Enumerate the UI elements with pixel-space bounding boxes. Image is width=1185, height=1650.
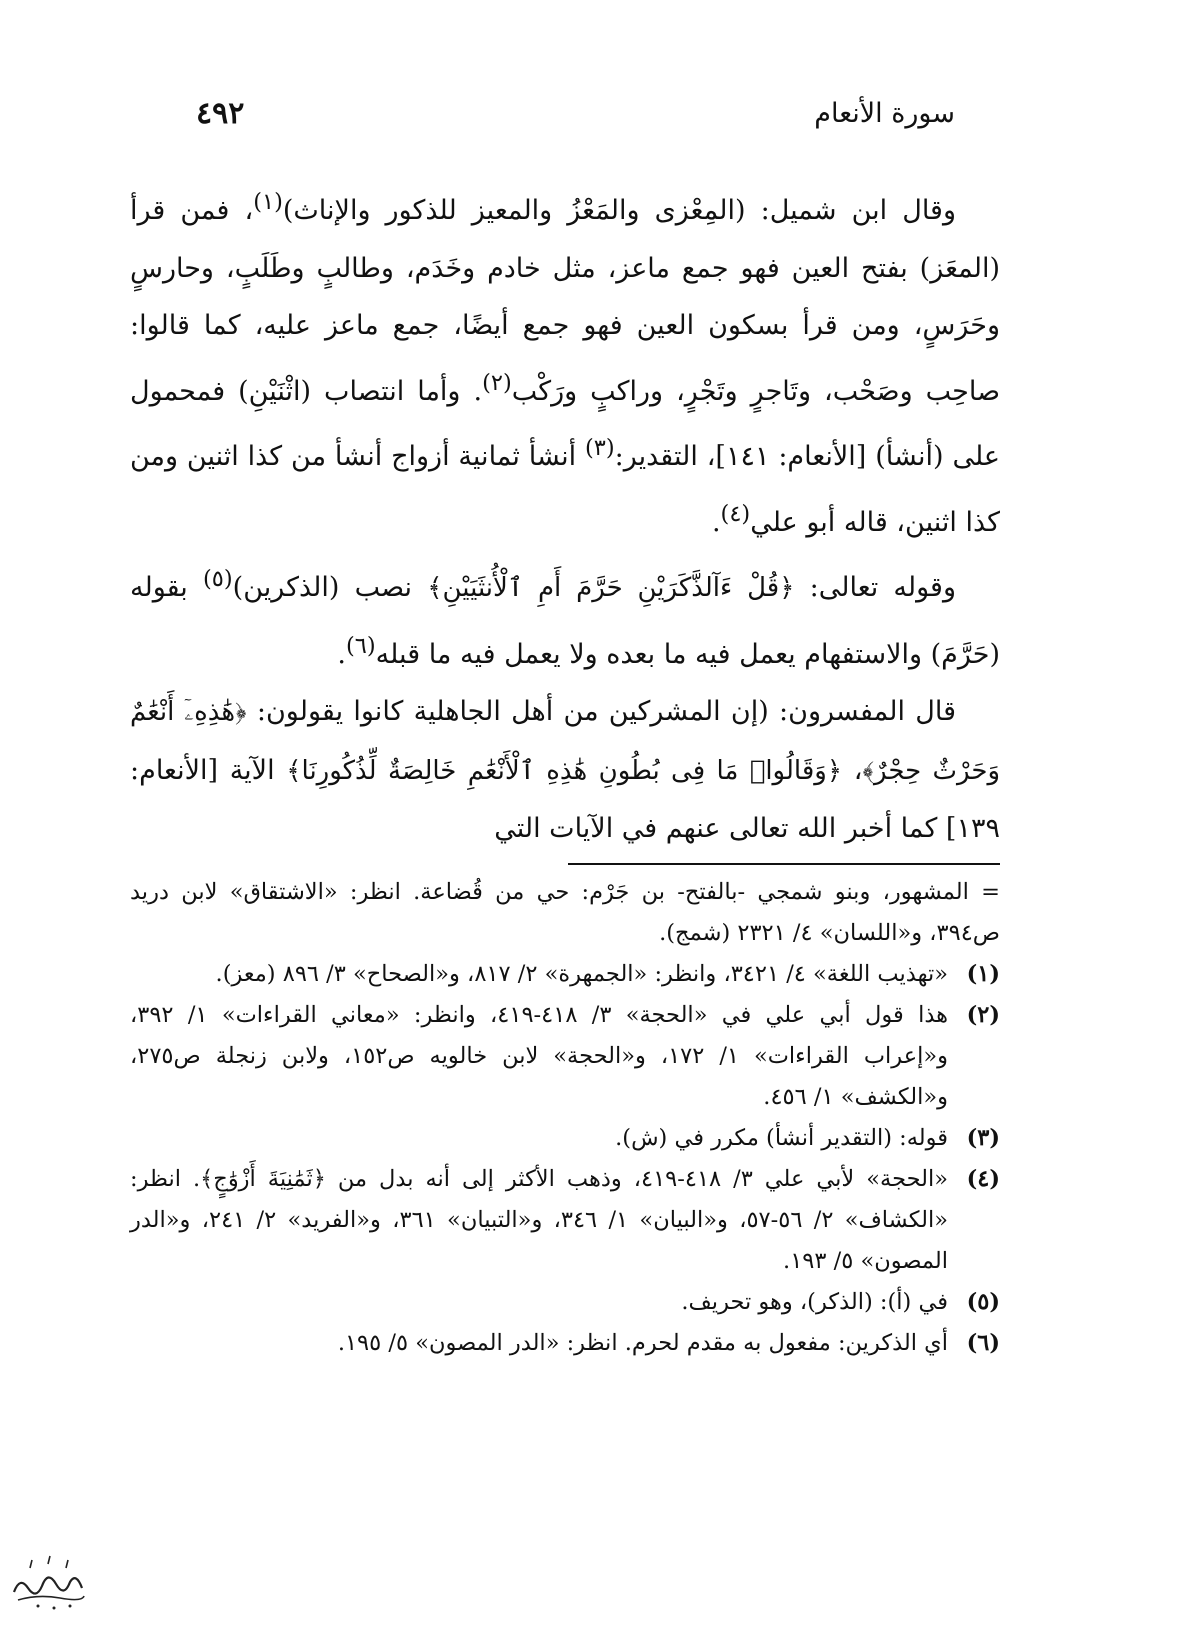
footnote-number: (٥) bbox=[966, 1289, 1000, 1315]
paragraph bbox=[130, 174, 1000, 551]
page-header bbox=[196, 96, 955, 146]
text-run: قال المفسرون: (إن المشركين من أهل الجاهلية كانوا يقولون: bbox=[246, 696, 956, 727]
footnote-ref: (٥) bbox=[203, 566, 233, 592]
quran-verse: ﴿قُلْ ءَآلذَّكَرَيْنِ حَرَّمَ أَمِ ٱلْأُنثَيَيْنِ﴾ bbox=[427, 573, 795, 603]
footnote-number: (١) bbox=[966, 961, 1000, 987]
footnotes bbox=[130, 872, 1000, 1364]
text-run: . وأما انتصاب (اثْنَيْنِ) فمحمول على (أنشأ) [الأنعام: ١٤١]، التقدير: bbox=[130, 375, 1000, 472]
footnote bbox=[130, 1118, 1000, 1159]
quran-verse: ﴿هَٰذِهِۦٓ أَنْعَٰمٌ وَحَرْثٌ حِجْرٌ﴾ bbox=[130, 697, 1001, 786]
text-run: . bbox=[337, 638, 346, 670]
footnote bbox=[130, 1323, 1000, 1364]
footnote-ref: (١) bbox=[253, 189, 283, 215]
running-title: سورة الأنعام bbox=[814, 98, 955, 129]
text-run: أنشأ ثمانية أزواج أنشأ من كذا اثنين ومن كذا اثنين، قاله أبو علي bbox=[130, 441, 1000, 538]
paragraph bbox=[130, 551, 1000, 683]
text-run: الآية [الأنعام: ١٣٩] كما أخبر الله تعالى عنهم في الآيات التي bbox=[130, 754, 1000, 844]
footnote-text: أي الذكرين: مفعول به مقدم لحرم. انظر: «الدر المصون» ٥/ ١٩٥. bbox=[337, 1330, 948, 1356]
footnote-text: في (أ): (الذكر)، وهو تحريف. bbox=[681, 1289, 948, 1315]
footnote bbox=[130, 995, 1000, 1118]
text-run: بقوله (حَرَّمَ) والاستفهام يعمل فيه ما بعده ولا يعمل فيه ما قبله bbox=[130, 572, 1000, 670]
text-run: . bbox=[711, 506, 721, 538]
footnote-text: «تهذيب اللغة» ٤/ ٣٤٢١، وانظر: «الجمهرة» ٢/ ٨١٧، و«الصحاح» ٣/ ٨٩٦ (معز). bbox=[215, 961, 948, 987]
quran-verse: ﴿وَقَالُوا۟ مَا فِى بُطُونِ هَٰذِهِ ٱلْأَنْعَٰمِ خَالِصَةٌ لِّذُكُورِنَا﴾ bbox=[286, 755, 843, 786]
watermark-logo-icon bbox=[8, 1548, 88, 1618]
footnote-number: (٢) bbox=[966, 1002, 1000, 1028]
footnote-ref: (٦) bbox=[345, 632, 376, 659]
footnote-ref: (٣) bbox=[584, 435, 615, 461]
text-run: ، bbox=[842, 754, 863, 786]
footnote bbox=[130, 1282, 1000, 1323]
footnote-number: (٦) bbox=[966, 1330, 1000, 1356]
footnote-ref: (٤) bbox=[720, 500, 751, 527]
text-run: وقال ابن شميل: (المِعْزى والمَعْزُ والمعيز للذكور والإناث) bbox=[282, 195, 956, 226]
text-run: وقوله تعالى: bbox=[794, 572, 956, 603]
paragraph bbox=[130, 683, 1000, 858]
footnote bbox=[130, 954, 1000, 995]
footnote-text: هذا قول أبي علي في «الحجة» ٣/ ٤١٨-٤١٩، وانظر: «معاني القراءات» ١/ ٣٩٢، و«إعراب القراءات» ١/ ١٧٢، و«الحجة» لابن خالويه ص١٥٢، ولابن زنجلة ص٢٧٥، و«الكشف» ١/ ٤٥٦. bbox=[130, 1002, 949, 1110]
footnote-number: (٣) bbox=[966, 1125, 1000, 1151]
text-run: ، فمن قرأ (المعَز) بفتح العين فهو جمع ماعز، مثل خادم وخَدَم، وطالبٍ وطَلَبٍ، وحارسٍ وحَرَسٍ، ومن قرأ بسكون العين فهو جمع أيضًا، جمع ماعز عليه، كما قالوا: صاحِب وصَحْب، وتَاجرٍ وتَجْرٍ، وراكبٍ ورَكْب bbox=[130, 195, 1000, 407]
footnote-text: «الحجة» لأبي علي ٣/ ٤١٨-٤١٩، وذهب الأكثر إلى أنه بدل من ﴿ثَمَٰنِيَةَ أَزْوَٰجٍ﴾. انظر: «الكشاف» ٢/ ٥٦-٥٧، و«البيان» ١/ ٣٤٦، و«التبيان» ٣٦١، و«الفريد» ٢/ ٢٤١، و«الدر المصون» ٥/ ١٩٣. bbox=[130, 1166, 949, 1274]
footnote-continuation: = المشهور، وبنو شمجي -بالفتح- بن جَرْم: حي من قُضاعة. انظر: «الاشتقاق» لابن دريد ص٣٩٤، و«اللسان» ٤/ ٢٣٢١ (شمج). bbox=[130, 879, 1000, 946]
footnote-ref: (٢) bbox=[482, 369, 512, 396]
footnote bbox=[130, 1159, 1000, 1282]
footnote-text: قوله: (التقدير أنشأ) مكرر في (ش). bbox=[615, 1125, 948, 1151]
main-text bbox=[130, 174, 1000, 858]
page-number: ٤٩٢ bbox=[196, 96, 245, 131]
footnote-separator bbox=[568, 863, 1000, 865]
text-run: نصب (الذكرين) bbox=[232, 572, 428, 603]
footnote-number: (٤) bbox=[966, 1166, 1000, 1192]
